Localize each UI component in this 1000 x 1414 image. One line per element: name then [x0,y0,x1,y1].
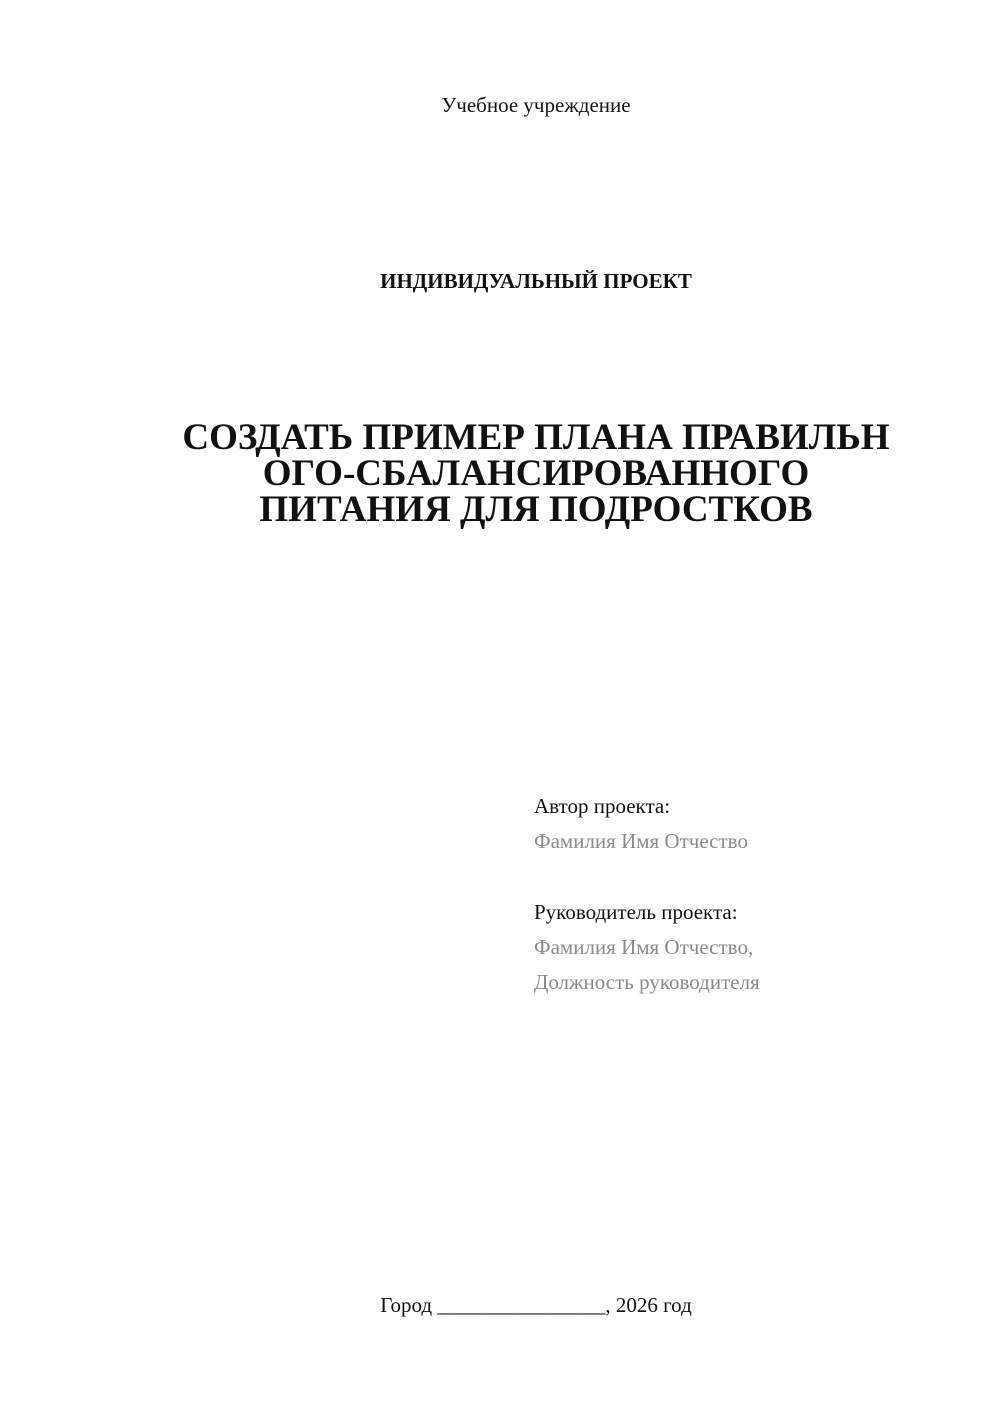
city-year-footer: Город ________________, 2026 год [380,1293,692,1317]
institution-name: Учебное учреждение [441,93,631,117]
document-type: ИНДИВИДУАЛЬНЫЙ ПРОЕКТ [380,269,692,293]
supervisor-position: Должность руководителя [534,970,760,994]
author-label: Автор проекта: [534,794,671,818]
supervisor-label: Руководитель проекта: [534,900,738,924]
project-title-line-1: СОЗДАТЬ ПРИМЕР ПЛАНА ПРАВИЛЬН [182,417,890,458]
supervisor-name: Фамилия Имя Отчество, [534,935,754,959]
project-title-line-3: ПИТАНИЯ ДЛЯ ПОДРОСТКОВ [259,489,813,530]
author-name: Фамилия Имя Отчество [534,829,748,853]
credits-spacer [534,859,974,895]
credits-block [534,789,974,1000]
project-title [0,417,1000,530]
project-title-line-2: ОГО-СБАЛАНСИРОВАННОГО [262,453,810,494]
